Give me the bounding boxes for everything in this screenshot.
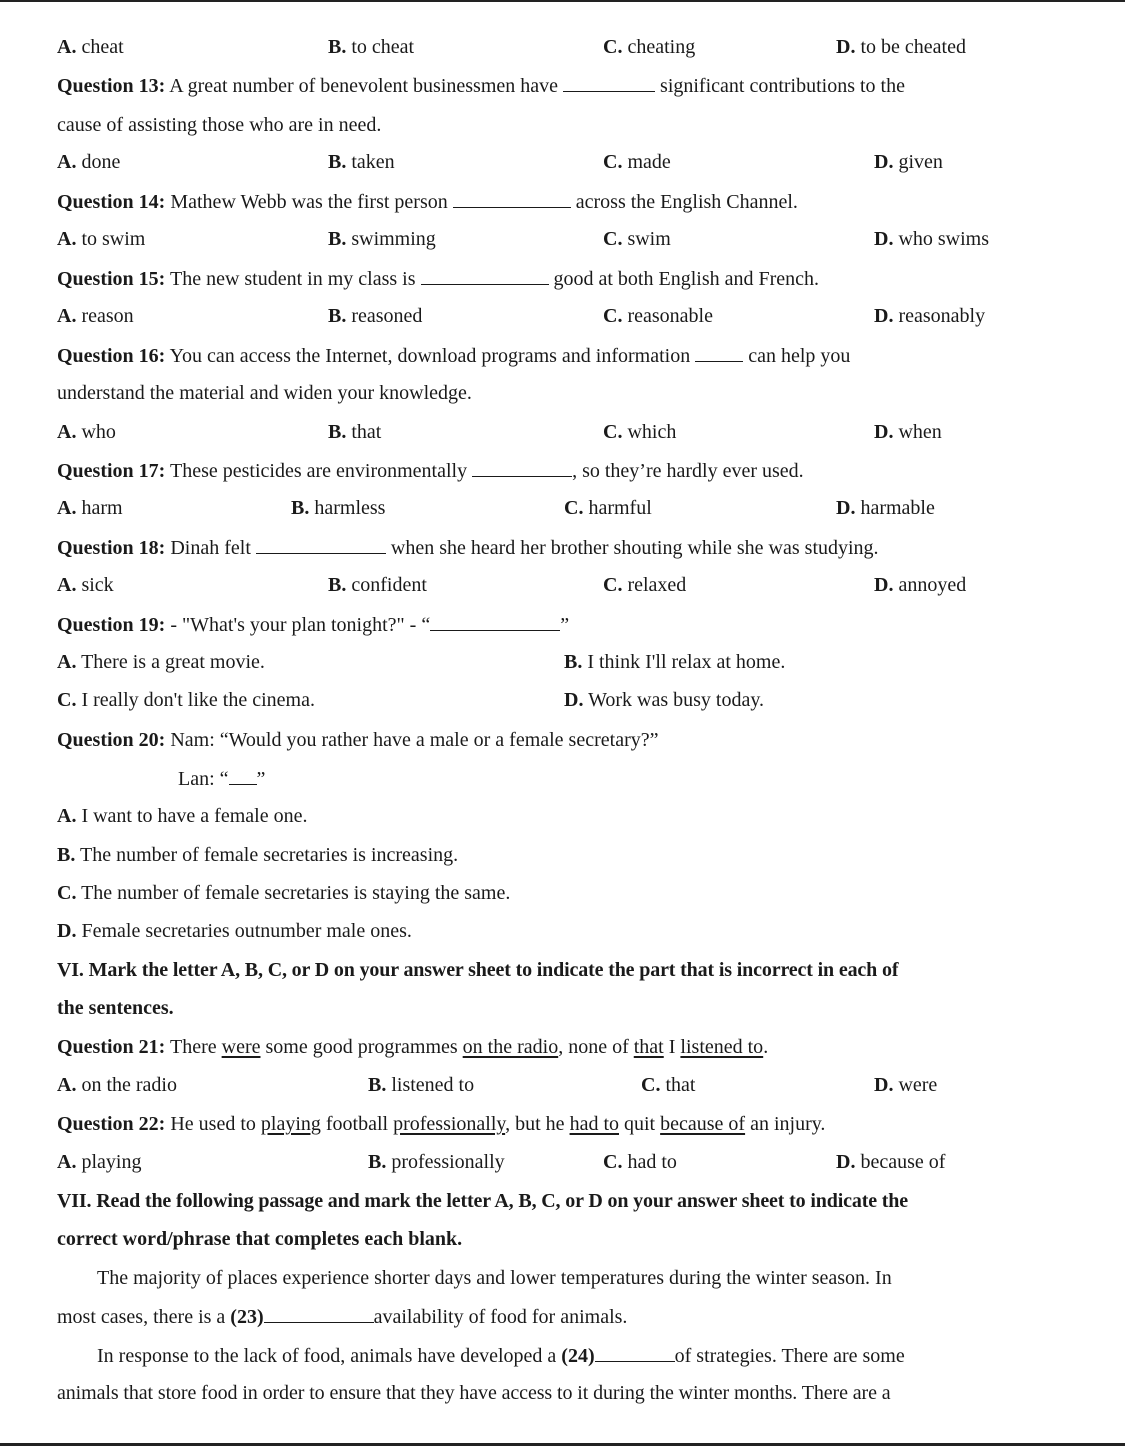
q17-option-a[interactable] — [57, 496, 123, 520]
q13-option-a[interactable] — [57, 150, 120, 174]
text-segment: C. — [564, 497, 584, 519]
q13-option-d[interactable] — [874, 150, 943, 174]
q17-option-c[interactable] — [564, 496, 652, 520]
text-segment: A. — [57, 1074, 77, 1096]
section-6-heading — [0, 958, 1125, 996]
text-segment: when — [893, 421, 942, 443]
q15-option-c[interactable] — [603, 304, 713, 328]
q22-stem — [0, 1112, 1125, 1150]
text-segment: an injury. — [745, 1113, 826, 1135]
text-segment: There — [165, 1036, 222, 1058]
passage-p1-line2 — [0, 1304, 1125, 1342]
text-segment: A. — [57, 651, 77, 673]
text-segment: when she heard her brother shouting while she was studying. — [385, 537, 879, 559]
q16-option-a[interactable] — [57, 420, 116, 444]
q15-option-a[interactable] — [57, 304, 134, 328]
text-segment: ” — [256, 768, 266, 790]
text-segment: that — [660, 1074, 696, 1096]
q19-option-c[interactable] — [57, 688, 315, 712]
q13-stem — [0, 73, 1125, 111]
text-segment: availability of food for animals. — [373, 1306, 628, 1328]
q12-option-a[interactable] — [57, 35, 124, 59]
text-segment: harmable — [855, 497, 935, 519]
text-segment: some good programmes — [260, 1036, 463, 1058]
q18-option-b[interactable] — [328, 573, 427, 597]
text-segment: which — [622, 421, 677, 443]
text-segment: animals that store food in order to ensure that they have access to it during the winter months. There are a — [57, 1382, 891, 1404]
text-segment: to cheat — [346, 36, 415, 58]
text-segment: Question 22: — [57, 1113, 166, 1135]
q16-option-c[interactable] — [603, 420, 676, 444]
text-segment: relaxed — [622, 574, 687, 596]
text-segment: B. — [368, 1151, 387, 1173]
text-segment: D. — [836, 36, 856, 58]
q19-option-b[interactable] — [564, 650, 785, 674]
text-segment: B. — [368, 1074, 387, 1096]
q16-stem — [0, 343, 1125, 381]
text-segment: , none of — [558, 1036, 634, 1058]
text-segment: had to — [622, 1151, 677, 1173]
underlined-part: on the radio — [462, 1036, 559, 1058]
text-segment: D. — [874, 574, 894, 596]
underlined-part: were — [221, 1036, 261, 1058]
text-segment: ” — [560, 614, 570, 636]
text-segment: Question 17: — [57, 460, 166, 482]
text-segment: good at both English and French. — [548, 268, 820, 290]
q14-option-c[interactable] — [603, 227, 671, 251]
text-segment: Question 14: — [57, 191, 166, 213]
q19-option-d[interactable] — [564, 688, 764, 712]
text-segment: sick — [76, 574, 114, 596]
q12-options — [0, 35, 1125, 73]
q19-stem — [0, 612, 1125, 650]
answer-blank — [264, 1304, 374, 1323]
answer-blank — [595, 1343, 675, 1362]
text-segment: professionally — [386, 1151, 505, 1173]
text-segment: There is a great movie. — [76, 651, 265, 673]
text-segment: Mathew Webb was the first person — [165, 191, 453, 213]
text-segment: I — [663, 1036, 681, 1058]
text-segment: most cases, there is a — [57, 1306, 231, 1328]
q17-stem — [0, 458, 1125, 496]
text-segment: Question 19: — [57, 614, 166, 636]
text-segment: across the English Channel. — [570, 191, 798, 213]
text-segment: B. — [328, 228, 347, 250]
q22-option-d[interactable] — [836, 1150, 945, 1174]
q21-option-d[interactable] — [874, 1073, 937, 1097]
text-segment: C. — [603, 36, 623, 58]
text-segment: Question 20: — [57, 729, 166, 751]
answer-blank — [563, 73, 655, 92]
text-segment: A. — [57, 305, 77, 327]
q14-options — [0, 227, 1125, 265]
text-segment: B. — [328, 574, 347, 596]
text-segment: I want to have a female one. — [76, 805, 308, 827]
answer-blank — [256, 535, 386, 554]
q14-option-d[interactable] — [874, 227, 989, 251]
q14-option-a[interactable] — [57, 227, 145, 251]
text-segment: C. — [603, 574, 623, 596]
q12-option-b[interactable] — [328, 35, 414, 59]
text-segment: C. — [641, 1074, 661, 1096]
text-segment: can help you — [743, 345, 851, 367]
text-segment: D. — [836, 1151, 856, 1173]
text-segment: made — [622, 151, 671, 173]
q20-option-a[interactable] — [0, 804, 1125, 842]
text-segment: who — [76, 421, 116, 443]
text-segment: annoyed — [893, 574, 967, 596]
text-segment: that — [346, 421, 382, 443]
q15-options — [0, 304, 1125, 342]
q14-option-b[interactable] — [328, 227, 436, 251]
q22-options — [0, 1150, 1125, 1188]
text-segment: I think I'll relax at home. — [582, 651, 786, 673]
text-segment: A. — [57, 574, 77, 596]
passage-p2-line2 — [0, 1381, 1125, 1419]
q18-option-d[interactable] — [874, 573, 966, 597]
text-segment: confident — [346, 574, 427, 596]
text-segment: harmless — [309, 497, 386, 519]
text-segment: harm — [76, 497, 123, 519]
text-segment: , but he — [505, 1113, 570, 1135]
text-segment: who swims — [893, 228, 990, 250]
text-segment: . — [763, 1036, 769, 1058]
text-segment: C. — [603, 421, 623, 443]
text-segment: B. — [328, 151, 347, 173]
text-segment: reason — [76, 305, 134, 327]
q19-option-a[interactable] — [57, 650, 265, 674]
blank-number: (24) — [561, 1345, 595, 1367]
q20-option-b[interactable] — [0, 843, 1125, 881]
text-segment: Question 16: — [57, 345, 166, 367]
q21-stem — [0, 1035, 1125, 1073]
text-segment: D. — [564, 689, 584, 711]
text-segment: B. — [328, 421, 347, 443]
q15-option-d[interactable] — [874, 304, 985, 328]
answer-blank — [472, 458, 572, 477]
text-segment: D. — [836, 497, 856, 519]
passage-p1-line1 — [0, 1266, 1125, 1304]
q20-stem — [0, 728, 1125, 766]
q17-option-d[interactable] — [836, 496, 935, 520]
text-segment: A. — [57, 421, 77, 443]
text-segment: to be cheated — [855, 36, 966, 58]
text-segment: Dinah felt — [165, 537, 256, 559]
text-segment: - "What's your plan tonight?" - “ — [165, 614, 431, 636]
text-segment: B. — [328, 305, 347, 327]
text-segment: The number of female secretaries is staying the same. — [76, 882, 511, 904]
question-label: Question 13: — [57, 75, 166, 97]
q13-option-b[interactable] — [328, 150, 395, 174]
q20-lan — [0, 766, 1125, 804]
q21-options — [0, 1073, 1125, 1111]
text-segment: reasonably — [893, 305, 986, 327]
text-segment: A. — [57, 805, 77, 827]
text-segment: listened to — [386, 1074, 475, 1096]
text-segment: A. — [57, 497, 77, 519]
text-segment: taken — [346, 151, 395, 173]
q18-options — [0, 573, 1125, 611]
q16-options — [0, 420, 1125, 458]
text-segment: D. — [874, 1074, 894, 1096]
q21-option-a[interactable] — [57, 1073, 177, 1097]
text-segment: A. — [57, 151, 77, 173]
q22-option-b[interactable] — [368, 1150, 505, 1174]
underlined-part: that — [633, 1036, 664, 1058]
text-segment: understand the material and widen your knowledge. — [57, 382, 472, 404]
text-segment: significant contributions to the — [655, 75, 905, 97]
q14-stem — [0, 189, 1125, 227]
text-segment: Lan: “ — [178, 768, 229, 790]
text-segment: C. — [603, 151, 623, 173]
text-segment: C. — [57, 882, 77, 904]
q20-option-d[interactable] — [0, 919, 1125, 957]
text-segment: D. — [57, 920, 77, 942]
q12-option-d[interactable] — [836, 35, 966, 59]
text-segment: D. — [874, 228, 894, 250]
q16-option-d[interactable] — [874, 420, 942, 444]
q22-option-a[interactable] — [57, 1150, 141, 1174]
text-segment: A. — [57, 228, 77, 250]
text-segment: given — [893, 151, 943, 173]
text-segment: He used to — [165, 1113, 261, 1135]
text-segment: Female secretaries outnumber male ones. — [76, 920, 412, 942]
answer-blank — [421, 266, 549, 285]
text-segment: The majority of places experience shorter days and lower temperatures during the winter season. In — [97, 1267, 892, 1289]
text-segment: on the radio — [76, 1074, 177, 1096]
passage-p2-line1 — [0, 1343, 1125, 1381]
q13-stem-cont — [0, 113, 1125, 151]
section-7-heading-cont — [0, 1227, 1125, 1265]
q16-stem-cont — [0, 381, 1125, 419]
q18-option-a[interactable] — [57, 573, 114, 597]
q22-option-c[interactable] — [603, 1150, 677, 1174]
text-segment: B. — [291, 497, 310, 519]
q13-option-c[interactable] — [603, 150, 671, 174]
text-segment: A great number of benevolent businessmen have — [165, 75, 564, 97]
text-segment: reasoned — [346, 305, 423, 327]
q18-option-c[interactable] — [603, 573, 686, 597]
text-segment: swim — [622, 228, 671, 250]
text-segment: cheat — [76, 36, 124, 58]
text-segment: B. — [328, 36, 347, 58]
text-segment: playing — [76, 1151, 142, 1173]
q20-option-c[interactable] — [0, 881, 1125, 919]
text-segment: Question 15: — [57, 268, 166, 290]
text-segment: , so they’re hardly ever used. — [572, 460, 804, 482]
q17-options — [0, 496, 1125, 534]
text-segment: A. — [57, 36, 77, 58]
text-segment: of strategies. There are some — [674, 1345, 905, 1367]
text-segment: done — [76, 151, 121, 173]
blank-number: (23) — [230, 1306, 264, 1328]
underlined-part: professionally — [393, 1113, 506, 1135]
text-segment: D. — [874, 151, 894, 173]
q15-stem — [0, 266, 1125, 304]
text-segment: C. — [603, 305, 623, 327]
text-segment: The new student in my class is — [165, 268, 421, 290]
answer-blank — [430, 612, 560, 631]
q17-option-b[interactable] — [291, 496, 385, 520]
q15-option-b[interactable] — [328, 304, 422, 328]
text-segment: D. — [874, 305, 894, 327]
top-rule — [0, 0, 1125, 2]
text-segment: The number of female secretaries is increasing. — [75, 844, 459, 866]
answer-blank — [229, 766, 257, 785]
text-segment: quit — [619, 1113, 661, 1135]
text-segment: were — [893, 1074, 938, 1096]
q19-options-row2 — [0, 688, 1125, 726]
underlined-part: had to — [569, 1113, 619, 1135]
text-segment: Question 21: — [57, 1036, 166, 1058]
underlined-part: playing — [260, 1113, 321, 1135]
q21-option-c[interactable] — [641, 1073, 695, 1097]
text-segment: A. — [57, 1151, 77, 1173]
text-segment: I really don't like the cinema. — [76, 689, 315, 711]
text-segment: These pesticides are environmentally — [165, 460, 473, 482]
answer-blank — [695, 343, 743, 362]
q21-option-b[interactable] — [368, 1073, 474, 1097]
text-segment: C. — [603, 1151, 623, 1173]
section-7-heading — [0, 1189, 1125, 1227]
text-segment: C. — [603, 228, 623, 250]
text-segment: because of — [855, 1151, 946, 1173]
answer-blank — [453, 189, 571, 208]
text-segment: B. — [57, 844, 76, 866]
text-segment: B. — [564, 651, 583, 673]
q13-options — [0, 150, 1125, 188]
underlined-part: because of — [660, 1113, 746, 1135]
text-segment: cheating — [622, 36, 696, 58]
text-segment: Work was busy today. — [583, 689, 765, 711]
q12-option-c[interactable] — [603, 35, 695, 59]
underlined-part: listened to — [680, 1036, 764, 1058]
text-segment: In response to the lack of food, animals have developed a — [97, 1345, 562, 1367]
text-segment: Question 18: — [57, 537, 166, 559]
text-segment: VI. Mark the letter A, B, C, or D on your answer sheet to indicate the part that is incorrect in each of — [57, 959, 899, 981]
text-segment: football — [320, 1113, 394, 1135]
section-6-heading-cont — [0, 996, 1125, 1034]
text-segment: correct word/phrase that completes each blank. — [57, 1228, 463, 1250]
text-segment: harmful — [583, 497, 652, 519]
text-segment: You can access the Internet, download programs and information — [165, 345, 696, 367]
text-segment: cause of assisting those who are in need. — [57, 114, 382, 136]
text-segment: VII. Read the following passage and mark the letter A, B, C, or D on your answer sheet to indicate the — [57, 1190, 908, 1212]
text-segment: the sentences. — [57, 997, 174, 1019]
q18-stem — [0, 535, 1125, 573]
q16-option-b[interactable] — [328, 420, 381, 444]
text-segment: C. — [57, 689, 77, 711]
text-segment: reasonable — [622, 305, 713, 327]
text-segment: swimming — [346, 228, 436, 250]
q19-options-row1 — [0, 650, 1125, 688]
text-segment: to swim — [76, 228, 146, 250]
text-segment: D. — [874, 421, 894, 443]
text-segment: Nam: “Would you rather have a male or a female secretary?” — [165, 729, 659, 751]
